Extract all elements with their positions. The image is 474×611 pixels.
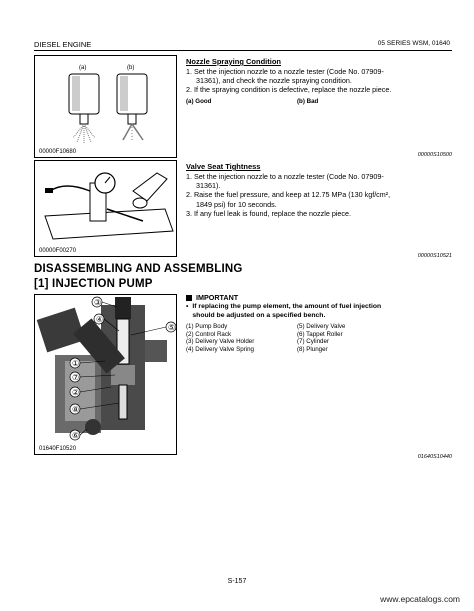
callout-8: ⑧ — [72, 405, 80, 414]
parts-list-right — [297, 323, 407, 353]
valve-seat-title: Valve Seat Tightness — [186, 162, 261, 171]
nozzle-tester-illustration — [35, 161, 176, 245]
bullet-icon: • — [186, 303, 189, 310]
valve-step-2-cont: 1849 psi) for 10 seconds. — [196, 199, 277, 209]
important-heading: IMPORTANT — [196, 293, 239, 302]
nozzle-step-1: 1. Set the injection nozzle to a nozzle tester (Code No. 07909- — [186, 67, 384, 76]
nozzle-fig-caption: 00000F10680 — [39, 149, 77, 155]
label-bad: (b) Bad — [297, 98, 319, 105]
callout-7: ⑦ — [72, 373, 80, 382]
injection-pump-illustration — [35, 295, 176, 445]
nozzle-step-2: 2. If the spraying condition is defective, replace the nozzle piece. — [186, 85, 392, 95]
parts-list-left — [186, 323, 296, 353]
valve-step-2: 2. Raise the fuel pressure, and keep at 12.75 MPa (130 kgf/cm², — [186, 190, 391, 200]
fig-label-b: (b) — [127, 65, 135, 71]
nozzle-tester-figure — [34, 160, 177, 257]
header-manual-ref: 05 SERIES WSM, 01640 — [377, 40, 450, 47]
callout-6: ⑥ — [72, 431, 80, 440]
tester-fig-caption: 00000F00270 — [39, 248, 77, 254]
callout-3: ③ — [94, 298, 102, 307]
important-line-1: If replacing the pump element, the amount of fuel injection — [192, 303, 382, 310]
nozzle-step-1-cont: 31361), and check the nozzle spraying condition. — [196, 76, 352, 86]
valve-doc-code: 00000S10521 — [417, 253, 452, 259]
fig-label-a: (a) — [79, 65, 87, 71]
part-item: (6) Tappet Roller — [297, 330, 343, 338]
important-line-2: should be adjusted on a specified bench. — [192, 311, 326, 319]
callout-2: ② — [72, 388, 80, 397]
callout-5: ⑤ — [168, 323, 176, 332]
part-item: (7) Cylinder — [297, 338, 329, 346]
injection-pump-figure — [34, 294, 177, 455]
nozzle-spray-illustration — [35, 56, 176, 146]
watermark: www.epcatalogs.com — [380, 594, 460, 604]
part-item: (5) Delivery Valve — [297, 323, 346, 330]
header-rule — [34, 50, 452, 51]
callout-1: ① — [72, 359, 80, 368]
part-item: (1) Pump Body — [186, 323, 228, 330]
header-title: DIESEL ENGINE — [34, 40, 92, 49]
important-block — [186, 293, 454, 320]
part-item: (2) Control Rack — [186, 330, 232, 338]
nozzle-spraying-title: Nozzle Spraying Condition — [186, 57, 281, 66]
callout-4: ④ — [96, 315, 104, 324]
label-good: (a) Good — [186, 98, 212, 105]
valve-step-1: 1. Set the injection nozzle to a nozzle tester (Code No. 07909- — [186, 172, 384, 181]
section-subtitle: [1] INJECTION PUMP — [34, 278, 153, 290]
section-title: DISASSEMBLING AND ASSEMBLING — [34, 263, 243, 275]
pump-doc-code: 01640S10440 — [417, 454, 452, 460]
page-number: S-157 — [227, 578, 247, 585]
nozzle-spraying-steps — [186, 67, 451, 95]
pump-fig-caption: 01640F10520 — [39, 446, 77, 452]
part-item: (3) Delivery Valve Holder — [186, 338, 255, 346]
valve-step-3: 3. If any fuel leak is found, replace the nozzle piece. — [186, 208, 352, 218]
nozzle-spray-figure — [34, 55, 177, 158]
valve-seat-steps — [186, 172, 451, 218]
important-square-icon — [186, 295, 192, 301]
valve-step-1-cont: 31361). — [196, 181, 221, 191]
part-item: (4) Delivery Valve Spring — [186, 345, 254, 353]
nozzle-doc-code: 00000S10500 — [417, 152, 452, 158]
part-item: (8) Plunger — [297, 345, 328, 353]
